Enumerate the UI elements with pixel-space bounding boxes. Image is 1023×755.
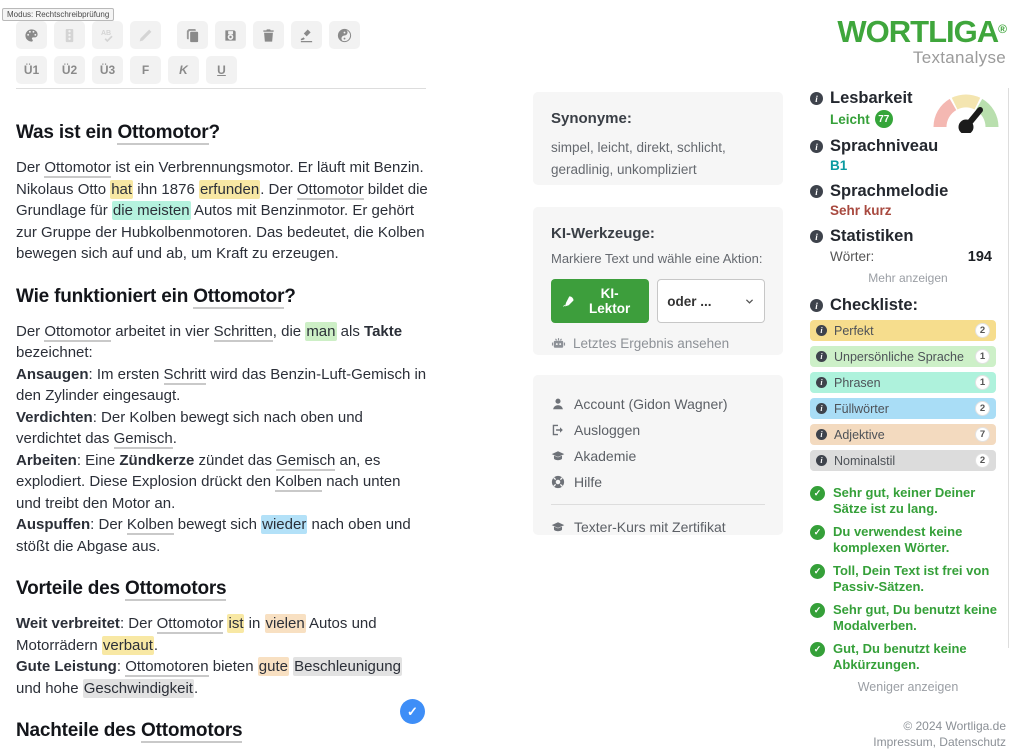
metric-statistiken <box>810 227 1006 285</box>
text-segment: : Im ersten <box>88 365 164 383</box>
checklist-item-count: 1 <box>975 349 990 364</box>
spellcheck-button[interactable] <box>92 21 123 49</box>
robot-icon <box>551 336 566 351</box>
text-segment: . Der <box>260 180 297 198</box>
microscope-button[interactable] <box>291 21 322 49</box>
editor-heading <box>16 578 429 600</box>
microscope-icon <box>299 28 314 43</box>
text-segment: ist ein Verbrennungsmotor. Er läuft mit Benzin. Nikolaus Otto <box>16 159 424 198</box>
metric-sprachmelodie <box>810 182 1006 218</box>
checklist-item-label: Unpersönliche Sprache <box>834 349 964 364</box>
info-icon[interactable] <box>810 230 823 243</box>
site-footer <box>810 718 1006 750</box>
underlined-term[interactable]: Ottomotor <box>44 159 112 176</box>
format-button-f[interactable]: F <box>130 56 161 84</box>
ki-tools-panel <box>533 207 783 355</box>
copy-icon <box>185 28 200 43</box>
metric-label: Sprachniveau <box>830 137 939 155</box>
menu-item-label: Akademie <box>574 448 637 464</box>
wortliga-logo[interactable] <box>810 13 1006 68</box>
checklist-item-label: Adjektive <box>834 427 885 442</box>
checklist-item-adjektive[interactable] <box>810 424 996 445</box>
traffic-light-icon <box>62 28 77 43</box>
info-icon <box>816 455 827 466</box>
spellcheck-icon <box>100 28 115 43</box>
checklist-item-label: Füllwörter <box>834 401 889 416</box>
checklist-item-unpers-nliche-sprache[interactable] <box>810 346 996 367</box>
last-result-link[interactable] <box>551 336 765 351</box>
text-segment: Nachteile des <box>16 720 141 741</box>
checklist-item-f-llw-rter[interactable] <box>810 398 996 419</box>
underlined-term[interactable]: Gemisch <box>276 451 336 469</box>
underlined-term[interactable]: Ottomotor <box>296 180 364 198</box>
checklist-item-label: Perfekt <box>834 323 874 338</box>
ki-tools-title: KI-Werkzeuge: <box>551 225 655 242</box>
text-segment: bezeichnet: <box>16 344 93 361</box>
format-button-ü1[interactable]: Ü1 <box>16 56 47 84</box>
text-segment: nach oben und stößt die Abgase aus. <box>16 516 411 555</box>
synonyms-list: simpel, leicht, direkt, schlicht, geradlinig, unkompliziert <box>551 140 726 177</box>
text-segment: zündet das <box>194 451 277 469</box>
checklist-item-nominalstil[interactable] <box>810 450 996 471</box>
text-segment: : Eine <box>76 451 120 469</box>
underlined-term[interactable]: Ottomotor <box>44 322 112 340</box>
text-segment: . <box>193 679 199 697</box>
dropdown-value: oder ... <box>667 293 712 309</box>
ki-lektor-button[interactable] <box>551 279 649 323</box>
text-segment: arbeitet in vier <box>111 322 214 340</box>
palette-button[interactable] <box>16 21 47 49</box>
advice-item <box>810 485 1006 516</box>
menu-item-label: Account (Gidon Wagner) <box>574 396 728 412</box>
editor-heading <box>16 286 429 308</box>
toolbar-divider <box>16 88 426 89</box>
text-segment: Arbeiten <box>16 451 77 469</box>
metric-sprachniveau <box>810 137 1006 173</box>
graduation-cap-icon <box>551 449 565 463</box>
legal-links[interactable]: Impressum, Datenschutz <box>873 735 1006 749</box>
account-panel <box>533 375 783 535</box>
text-segment: und hohe <box>16 679 83 697</box>
format-button-k[interactable]: K <box>168 56 199 84</box>
advice-text: Toll, Dein Text ist frei von Passiv-Sätzen. <box>833 563 990 594</box>
ki-action-dropdown[interactable] <box>657 279 765 323</box>
ki-lektor-label: KI-Lektor <box>589 286 631 316</box>
text-segment: an, es explodiert. Diese Explosion drückt den <box>16 451 381 490</box>
checklist-item-count: 2 <box>975 323 990 338</box>
info-icon[interactable] <box>810 185 823 198</box>
highlight-nominalstil[interactable]: Geschwindigkeit <box>83 679 193 697</box>
highlight-perfekt[interactable]: verbaut <box>102 636 153 654</box>
metric-label: Lesbarkeit <box>830 89 913 107</box>
checklist-item-count: 1 <box>975 375 990 390</box>
underlined-term[interactable]: Ottomotor <box>156 615 224 632</box>
info-icon[interactable] <box>810 140 823 153</box>
show-more-link[interactable]: Mehr anzeigen <box>868 271 948 285</box>
copyright: © 2024 Wortliga.de <box>903 719 1006 733</box>
metrics-list <box>810 89 1006 750</box>
save-button[interactable] <box>215 21 246 49</box>
account-menu-item-0[interactable] <box>551 391 765 417</box>
underlined-term[interactable]: Ottomotor <box>117 122 209 143</box>
logout-icon <box>551 423 565 437</box>
text-segment: Vorteile des <box>16 578 125 599</box>
info-icon[interactable] <box>810 299 823 312</box>
brand-name: WORTLIGA <box>837 14 999 49</box>
account-menu-item-2[interactable] <box>551 443 765 469</box>
mode-tooltip: Modus: Rechtschreibprüfung <box>2 8 114 21</box>
check-circle-icon: ✓ <box>810 564 825 579</box>
chevron-down-icon <box>744 296 755 307</box>
words-label: Wörter: <box>830 249 875 264</box>
pen-icon <box>562 295 575 308</box>
text-segment: ihn 1876 <box>133 180 199 198</box>
yinyang-icon <box>337 28 352 43</box>
highlight-nominalstil[interactable]: Beschleunigung <box>294 658 401 675</box>
underlined-term[interactable]: Ottomotors <box>124 578 227 599</box>
text-segment: Was ist ein <box>16 122 118 143</box>
advice-item <box>810 563 1006 594</box>
metric-label: Sprachmelodie <box>830 182 949 200</box>
words-count: 194 <box>967 249 992 265</box>
highlight-perfekt[interactable]: erfunden <box>199 180 260 198</box>
save-icon <box>223 28 238 43</box>
editor-content[interactable] <box>16 112 429 755</box>
info-icon <box>816 351 827 362</box>
account-menu-item-1[interactable] <box>551 417 765 443</box>
sprachniveau-value: B1 <box>830 158 848 173</box>
text-segment: Gute Leistung <box>16 658 117 675</box>
highlight-unpersoenlich[interactable]: man <box>306 322 336 340</box>
sprachmelodie-value: Sehr kurz <box>830 203 892 218</box>
menu-item-label: Hilfe <box>574 474 603 490</box>
gauge-icon <box>928 85 1004 133</box>
text-segment: : Der <box>119 615 157 632</box>
highlight-fuellwoerter[interactable]: wieder <box>262 516 307 533</box>
info-icon <box>816 377 827 388</box>
text-segment: Auspuffen <box>16 516 91 533</box>
underlined-term[interactable]: Gemisch <box>113 430 173 447</box>
highlight-adjektive[interactable]: vielen <box>265 615 305 632</box>
lesbarkeit-score-badge: 77 <box>875 110 893 128</box>
editor-paragraph <box>16 157 429 265</box>
underlined-term[interactable]: Ottomotors <box>140 720 243 741</box>
toolbar-row-2 <box>16 56 237 84</box>
check-icon: ✓ <box>407 703 418 719</box>
menu-item-label: Texter-Kurs mit Zertifikat <box>574 519 726 535</box>
advice-text: Sehr gut, keiner Deiner Sätze ist zu lang. <box>833 485 976 516</box>
checklist-item-perfekt[interactable] <box>810 320 996 341</box>
toolbar-row-1 <box>16 21 360 49</box>
info-icon <box>816 325 827 336</box>
life-ring-icon <box>551 475 565 489</box>
checklist-item-label: Nominalstil <box>834 453 896 468</box>
advice-text: Du verwendest keine komplexen Wörter. <box>833 524 963 555</box>
svg-text:AB: AB <box>100 29 112 37</box>
synonyms-title: Synonyme: <box>551 110 632 127</box>
text-segment: Takte <box>364 322 403 340</box>
copy-button[interactable] <box>177 21 208 49</box>
user-icon <box>551 397 565 411</box>
brand-registered-mark: ® <box>998 22 1006 36</box>
analysis-sidebar <box>810 0 1006 750</box>
advice-list <box>810 485 1006 672</box>
text-segment: : Der <box>90 516 127 533</box>
lesbarkeit-value: Leicht <box>830 111 870 127</box>
text-segment: Weit verbreitet <box>16 615 120 632</box>
text-segment: Autos mit Benzinmotor. Er gehört zur Gruppe der Hubkolbenmotoren. Das bedeutet, die Kolben bewegen sich auf und ab, um Kraft zu erzeugen. <box>16 202 425 262</box>
text-segment: in <box>244 615 265 632</box>
text-segment: : <box>116 658 126 675</box>
traffic-light-button[interactable] <box>54 21 85 49</box>
underlined-term[interactable]: Ottomotor <box>193 285 285 307</box>
text-segment: ? <box>208 122 220 143</box>
checklist-item-count: 7 <box>975 427 990 442</box>
info-icon <box>816 403 827 414</box>
text-segment: bieten <box>208 658 258 675</box>
text-segment: bildet die Grundlage für <box>16 180 428 219</box>
text-segment: wird das Benzin-Luft-Gemisch in den Zylinder eingesaugt. <box>16 365 427 404</box>
check-circle-icon: ✓ <box>810 603 825 618</box>
text-segment: : Der Kolben bewegt sich nach oben und verdichtet das <box>16 408 363 447</box>
info-icon <box>816 429 827 440</box>
advice-item <box>810 524 1006 555</box>
text-segment: als <box>336 322 365 340</box>
underlined-term[interactable]: Schritt <box>163 365 207 383</box>
text-segment: Verdichten <box>16 408 93 426</box>
account-menu-item-3[interactable] <box>551 469 765 495</box>
editor-heading <box>16 122 429 144</box>
text-segment: bewegt sich <box>173 516 262 533</box>
check-circle-icon: ✓ <box>810 642 825 657</box>
checklist-item-phrasen[interactable] <box>810 372 996 393</box>
trash-icon <box>261 28 276 43</box>
advice-item <box>810 641 1006 672</box>
underlined-term[interactable]: Kolben <box>126 516 174 533</box>
underlined-term[interactable]: Schritten <box>213 322 273 340</box>
text-segment: Wie funktioniert ein <box>16 285 194 307</box>
text-segment: nach unten und treibt den Motor an. <box>16 473 401 512</box>
checklist-item-count: 2 <box>975 401 990 416</box>
metric-label: Statistiken <box>830 227 914 245</box>
highlight-phrasen[interactable]: die meisten <box>112 202 190 219</box>
spellcheck-fab-button[interactable] <box>400 699 425 724</box>
right-rail-divider <box>1008 88 1009 648</box>
show-less-link[interactable]: Weniger anzeigen <box>857 680 959 694</box>
info-icon[interactable] <box>810 92 823 105</box>
checklist-item-count: 2 <box>975 453 990 468</box>
text-segment: , die <box>272 322 306 340</box>
check-circle-icon: ✓ <box>810 486 825 501</box>
text-segment: Der <box>16 159 45 176</box>
text-segment: . <box>153 636 159 654</box>
checklist <box>810 320 1006 471</box>
synonyms-panel <box>533 92 783 185</box>
highlight-perfekt[interactable]: ist <box>228 615 244 632</box>
text-segment: Zündkerze <box>119 451 195 469</box>
brand-subtitle: Textanalyse <box>912 48 1006 67</box>
trash-button[interactable] <box>253 21 284 49</box>
pencil-button[interactable] <box>130 21 161 49</box>
format-button-u[interactable]: U <box>206 56 237 84</box>
underlined-term[interactable]: Kolben <box>275 473 323 490</box>
graduation-cap-icon <box>551 520 565 534</box>
highlight-perfekt[interactable]: hat <box>111 180 133 198</box>
account-menu-divider <box>551 504 765 505</box>
texter-kurs-link[interactable] <box>551 514 765 540</box>
format-button-ü2[interactable]: Ü2 <box>54 56 85 84</box>
editor-heading <box>16 720 429 742</box>
text-segment: Autos und Motorrädern <box>16 615 377 654</box>
underlined-term[interactable]: Ottomotoren <box>125 658 209 675</box>
last-result-label: Letztes Ergebnis ansehen <box>573 336 730 351</box>
format-button-ü3[interactable]: Ü3 <box>92 56 123 84</box>
text-segment: Der <box>16 322 45 340</box>
yinyang-button[interactable] <box>329 21 360 49</box>
pencil-icon <box>138 28 153 43</box>
advice-text: Sehr gut, Du benutzt keine Modalverben. <box>833 602 997 633</box>
text-segment: . <box>172 430 177 447</box>
editor-paragraph <box>16 321 429 558</box>
highlight-adjektive[interactable]: gute <box>258 658 288 675</box>
checklist-title: Checkliste: <box>830 296 919 314</box>
editor-paragraph <box>16 613 429 699</box>
checklist-title-row <box>810 296 1006 315</box>
menu-item-label: Ausloggen <box>574 422 641 438</box>
advice-item <box>810 602 1006 633</box>
text-segment: ? <box>284 285 296 307</box>
checklist-item-label: Phrasen <box>834 375 881 390</box>
check-circle-icon: ✓ <box>810 525 825 540</box>
ki-tools-subtitle: Markiere Text und wähle eine Aktion: <box>551 251 763 266</box>
advice-text: Gut, Du benutzt keine Abkürzungen. <box>833 641 967 672</box>
palette-icon <box>24 28 39 43</box>
text-segment: Ansaugen <box>16 365 89 383</box>
